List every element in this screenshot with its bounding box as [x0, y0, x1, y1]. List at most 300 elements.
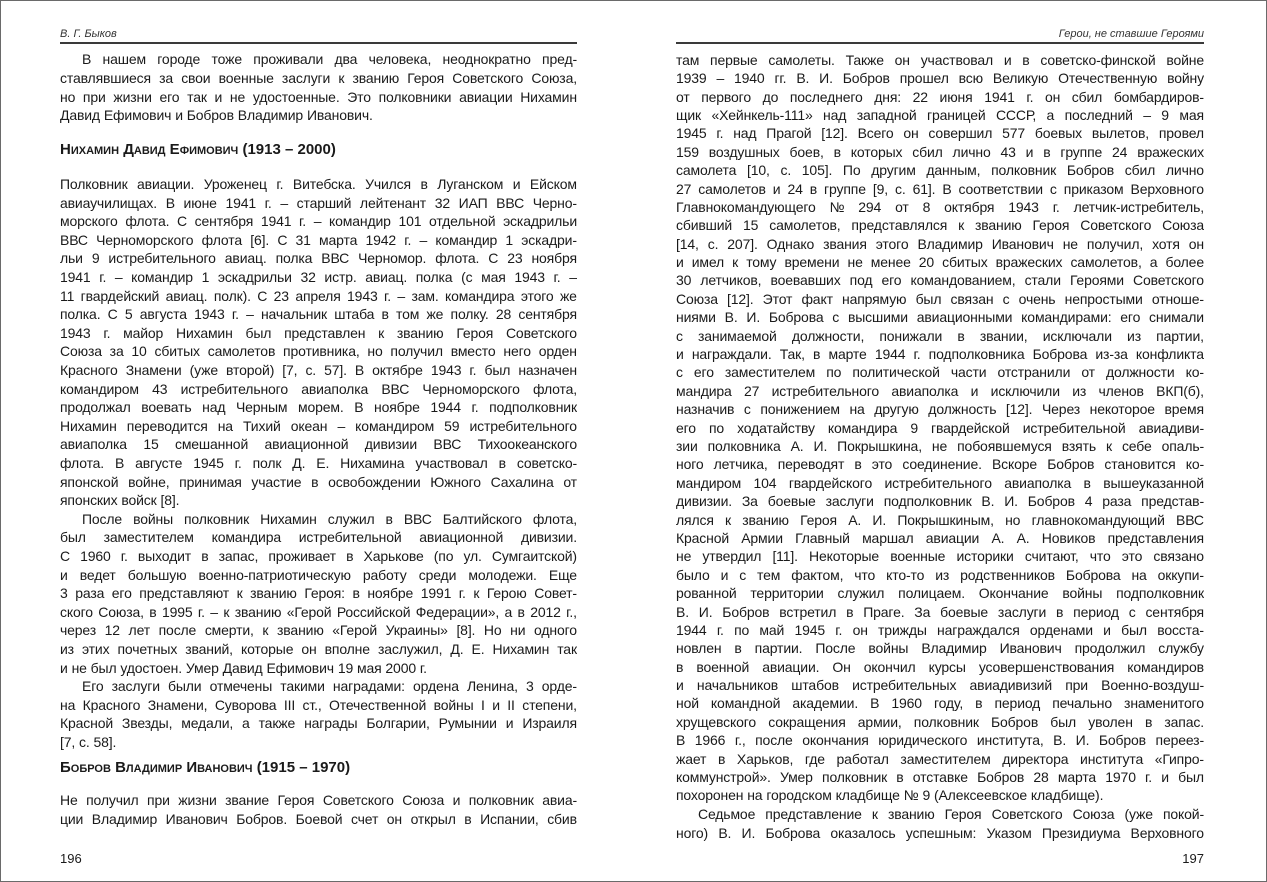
word: был: [90, 659, 117, 676]
word: Нихамин: [260, 510, 317, 527]
word: проживали: [253, 51, 324, 68]
word: получил: [390, 343, 443, 360]
paragraph: [60, 510, 577, 677]
word: авиации.: [762, 658, 820, 675]
word: противника,: [283, 343, 360, 360]
word: городе: [157, 51, 201, 68]
word: более: [1165, 254, 1204, 271]
word: а: [504, 603, 513, 620]
word: званию: [277, 622, 324, 639]
word: где: [804, 750, 825, 767]
word: отдельной: [429, 213, 496, 230]
word: его: [1120, 309, 1141, 326]
word: там: [676, 51, 700, 68]
word: подполковник: [489, 399, 577, 416]
word: гвардейский: [80, 287, 160, 304]
word: на: [1131, 566, 1147, 583]
word: сбитых: [942, 254, 988, 271]
text-line: [60, 249, 577, 268]
word: полковник: [822, 769, 888, 786]
word: Боброва: [1032, 346, 1088, 363]
word: Сахалина: [490, 473, 554, 490]
word: на: [747, 787, 763, 804]
word: флота,: [532, 510, 577, 527]
word: Ленина,: [467, 678, 518, 695]
word: данным,: [926, 162, 981, 179]
word: военные: [218, 69, 274, 86]
paragraph: [60, 175, 577, 510]
text-line: [60, 696, 577, 715]
word: награды: [304, 715, 358, 732]
word: полк: [252, 454, 282, 471]
word: штабов: [791, 677, 839, 694]
word: войны: [433, 696, 474, 713]
word: нашем: [102, 51, 146, 68]
word: полка.: [60, 306, 101, 323]
word: Владимир: [237, 107, 304, 124]
word: Бобров: [991, 713, 1039, 730]
word: подполковник: [883, 493, 972, 510]
word: –: [569, 268, 577, 285]
word: сбивший: [676, 217, 733, 234]
word: Окончание: [978, 585, 1049, 602]
word: свои: [181, 69, 211, 86]
word: должности: [1105, 364, 1175, 381]
word: непростыми: [1064, 290, 1143, 307]
word: рованной: [676, 585, 737, 602]
word: и: [720, 566, 729, 583]
word: него: [503, 343, 531, 360]
text-line: [676, 308, 1204, 326]
word: В: [114, 454, 125, 471]
word: СССР,: [995, 106, 1037, 123]
word: Е.: [316, 454, 330, 471]
word: молодежи.: [468, 566, 537, 583]
word: военные: [890, 548, 946, 565]
word: конфликта: [1135, 346, 1204, 363]
word: званию: [974, 217, 1022, 234]
word: он: [386, 810, 403, 827]
word: в: [420, 176, 428, 192]
word: связано: [1153, 548, 1204, 565]
word: г.: [835, 621, 843, 638]
word: ной: [676, 695, 699, 712]
text-line: [60, 268, 577, 287]
word: его: [693, 364, 714, 381]
text-line: [676, 400, 1204, 418]
word: менее: [870, 254, 911, 271]
word: летчиков,: [700, 272, 762, 289]
word: очень: [1018, 290, 1056, 307]
section-heading: Бобров Владимир Иванович (1915 – 1970): [60, 759, 351, 776]
word: г.: [120, 547, 128, 564]
word: покой-: [1162, 806, 1204, 823]
word: г.: [404, 231, 412, 248]
word: на: [60, 696, 76, 713]
word: [10,: [746, 162, 770, 179]
word: году,: [933, 695, 964, 712]
word: не: [676, 548, 692, 565]
word: г.: [913, 346, 921, 363]
text-line: [676, 382, 1204, 400]
text-line: [60, 528, 577, 547]
text-line: [60, 566, 577, 585]
word: военной: [696, 658, 750, 675]
word: был: [245, 324, 272, 341]
word: жизни: [178, 792, 217, 808]
word: и: [1103, 621, 1111, 638]
word: 24: [1112, 143, 1128, 160]
word: океан: [290, 417, 328, 434]
word: –: [716, 70, 725, 87]
word: А.: [848, 511, 862, 528]
word: А.: [991, 529, 1005, 546]
word: Советского: [322, 792, 394, 808]
word: сбитых: [154, 343, 200, 360]
word: время: [1164, 401, 1204, 418]
word: Черным: [235, 399, 288, 416]
word: к: [473, 585, 480, 602]
word: (с: [461, 268, 473, 285]
word: участвовал: [920, 51, 993, 68]
text-line: [676, 253, 1204, 271]
word: к: [223, 603, 230, 620]
text-line: [60, 287, 577, 306]
word: его: [111, 585, 132, 602]
word: г.,: [734, 732, 746, 749]
word: кто-то: [886, 566, 925, 583]
word: так: [187, 88, 207, 105]
word: командиров: [1127, 658, 1204, 675]
word: Полковник: [60, 176, 128, 192]
text-line: [60, 380, 577, 399]
word: И.: [813, 438, 828, 454]
text-line: [676, 658, 1204, 676]
word: с: [832, 309, 840, 326]
word: Верховного: [1130, 824, 1204, 841]
word: представлялся: [851, 217, 948, 234]
word: ВВС: [60, 231, 88, 248]
word: полка: [275, 250, 313, 267]
text-line: [60, 810, 577, 829]
word: старший: [296, 194, 352, 211]
text-line: [60, 106, 577, 125]
word: 1943: [347, 287, 378, 304]
word: в: [517, 603, 525, 620]
word: ордена: [413, 678, 459, 695]
word: 4: [1084, 493, 1093, 510]
word: В: [942, 180, 952, 197]
word: №: [903, 787, 919, 804]
word: в: [813, 346, 821, 363]
word: 12: [104, 622, 120, 639]
word: мая: [356, 659, 382, 676]
word: с: [676, 364, 683, 381]
word: В.: [796, 70, 810, 87]
word: 1: [201, 268, 210, 285]
word: ставлявшиеся: [60, 69, 151, 86]
word: 9: [922, 787, 931, 804]
word: И.: [746, 309, 761, 326]
word: сентября: [1145, 603, 1204, 620]
word: в: [833, 143, 841, 160]
word: 11: [60, 287, 75, 304]
word: на: [849, 401, 865, 418]
word: успешным:: [905, 824, 977, 841]
word: авиационной: [264, 436, 349, 453]
word: г.: [299, 213, 307, 230]
word: истребительных: [852, 677, 957, 694]
word: Тихоокеанского: [477, 436, 577, 453]
word: За: [914, 603, 931, 620]
word: другим: [871, 162, 916, 179]
word: боевых: [1034, 125, 1083, 142]
word: 15: [743, 217, 759, 234]
word: маршал: [862, 529, 914, 546]
word: г.: [1026, 88, 1034, 105]
word: Нихамин: [176, 324, 233, 341]
word: И.: [741, 824, 756, 841]
text-line: [676, 768, 1204, 786]
text-line: [676, 474, 1204, 492]
word: человека,: [368, 51, 432, 68]
word: не: [71, 659, 87, 676]
word: политической: [852, 364, 940, 381]
word: другую: [874, 401, 919, 418]
word: Умер: [779, 769, 813, 786]
word: 1991: [420, 585, 452, 602]
word: группе: [1060, 143, 1103, 160]
word: среди: [418, 566, 457, 583]
word: последнего: [789, 88, 863, 105]
word: японской: [60, 473, 119, 490]
text-line: [60, 69, 577, 88]
text-line: [60, 603, 577, 622]
word: августе: [135, 454, 183, 471]
word: –: [397, 287, 406, 304]
word: удостоен.: [120, 659, 182, 676]
word: Также: [845, 51, 884, 68]
word: званию: [352, 69, 400, 86]
word: армии,: [857, 713, 902, 730]
word: бомбардиров-: [1113, 88, 1204, 105]
word: к: [732, 254, 739, 271]
word: авиаучилищах.: [60, 194, 158, 211]
word: мая: [1179, 106, 1204, 123]
word: назначен: [518, 361, 577, 378]
word: июне: [183, 194, 217, 211]
word: Это: [347, 88, 371, 105]
section-heading: Нихамин Давид Ефимович (1913 – 2000): [60, 141, 336, 158]
word: «Герой: [332, 622, 378, 639]
word: кладбище).: [1030, 787, 1104, 804]
word: встретил: [779, 603, 837, 620]
word: После: [82, 510, 123, 527]
word: командиром: [355, 417, 435, 434]
text-line: [60, 361, 577, 380]
word: 1945: [794, 621, 826, 638]
word: С: [277, 231, 288, 248]
word: В: [165, 194, 175, 211]
word: С: [488, 250, 499, 267]
word: авиации: [925, 529, 980, 546]
word: 23: [507, 250, 523, 267]
word: Седьмое: [698, 806, 756, 823]
word: дня:: [874, 88, 902, 105]
word: похоронен: [676, 787, 744, 804]
word: 2000: [385, 659, 416, 676]
word: флота,: [532, 380, 577, 397]
word: служил: [327, 510, 375, 527]
word: Главнокомандующего: [676, 198, 816, 215]
word: г.: [103, 324, 111, 341]
word: 27: [744, 382, 760, 399]
word: и: [1003, 51, 1012, 68]
word: Совет-: [534, 585, 577, 602]
word: с.: [780, 162, 792, 179]
word: ни: [510, 622, 526, 639]
word: с: [739, 566, 747, 583]
word: [8].: [160, 492, 180, 509]
word: 43: [1000, 143, 1016, 160]
word: вражеских: [1137, 143, 1204, 160]
word: себе: [1121, 438, 1152, 454]
word: представления: [1107, 529, 1204, 546]
word: заслуги: [997, 603, 1047, 620]
word: Витебска.: [292, 176, 356, 192]
word: Героя: [407, 69, 445, 86]
word: авиадиви-: [1138, 419, 1204, 436]
word: И.: [1004, 493, 1018, 510]
word: и: [505, 715, 514, 732]
word: В: [82, 51, 92, 68]
word: А.: [1016, 529, 1030, 546]
text-line: [676, 143, 1204, 161]
word: над: [202, 399, 226, 416]
word: хрущевского: [676, 713, 757, 730]
word: 22: [912, 88, 928, 105]
word: Советского: [505, 324, 577, 341]
word: [7,: [282, 361, 298, 378]
word: получил: [86, 792, 139, 808]
word: в: [975, 695, 983, 712]
word: Не: [60, 792, 78, 808]
word: некоторое: [1089, 401, 1155, 418]
text-line: [60, 473, 577, 492]
word: выходит: [137, 547, 192, 564]
word: званию: [396, 324, 444, 341]
word: (Алексеевское: [933, 787, 1027, 804]
word: 3: [526, 678, 534, 695]
word: мандира: [676, 382, 732, 399]
word: авиаполка: [301, 380, 369, 397]
word: дивизии.: [520, 529, 577, 546]
word: участие: [251, 473, 302, 490]
text-line: [676, 584, 1204, 602]
word: института,: [976, 732, 1044, 749]
word: ции: [60, 810, 84, 827]
word: лично: [952, 143, 991, 160]
word: полку.: [450, 306, 489, 323]
word: авиационной: [419, 529, 504, 546]
word: Израиля: [522, 715, 577, 732]
word: –: [419, 231, 428, 248]
word: вместо: [450, 343, 496, 360]
text-line: [676, 327, 1204, 345]
word: командирами:: [1021, 309, 1112, 326]
word: флота: [201, 231, 242, 248]
word: 1940: [734, 70, 765, 87]
word: 1943: [194, 306, 225, 323]
word: степени,: [522, 696, 577, 713]
word: апреля: [295, 287, 341, 304]
word: Д.: [450, 640, 464, 657]
word: 1945: [676, 125, 707, 142]
word: Нихамин: [60, 417, 117, 434]
word: советско-финской: [1040, 51, 1156, 68]
word: 1944: [430, 399, 461, 416]
word: штаба: [334, 306, 375, 323]
word: Военно-воздуш-: [1101, 677, 1204, 694]
word: стали: [1024, 272, 1061, 289]
word: а: [1149, 254, 1158, 271]
word: Балтийского: [442, 510, 522, 527]
word: трижды: [878, 621, 927, 638]
text-line: [676, 106, 1204, 124]
word: Указом: [986, 824, 1032, 841]
word: коммунстрой».: [676, 769, 771, 786]
word: истр.: [324, 268, 357, 285]
word: родственников: [960, 566, 1055, 583]
text-line: [676, 750, 1204, 768]
word: японских: [60, 492, 118, 509]
word: Этот: [762, 290, 793, 307]
word: такими: [280, 678, 325, 695]
text-line: [676, 271, 1204, 289]
word: с: [1128, 603, 1136, 620]
word: и: [214, 88, 223, 105]
word: к: [378, 324, 385, 341]
word: в: [381, 306, 389, 323]
word: 1941: [260, 213, 292, 230]
word: в: [957, 327, 965, 344]
word: Советского: [452, 69, 524, 86]
word: в: [498, 454, 506, 471]
word: над: [733, 125, 757, 142]
word: усовершенствования: [978, 658, 1115, 675]
word: 20: [918, 254, 935, 271]
word: института: [1080, 750, 1144, 767]
word: в: [201, 547, 209, 564]
word: ного: [676, 456, 704, 473]
text-line: [60, 677, 577, 696]
word: Давид: [222, 659, 263, 676]
word: Звезды,: [121, 715, 173, 732]
word: г.: [716, 621, 724, 638]
word: Красного: [60, 361, 118, 378]
word: понижением: [760, 401, 840, 418]
word: ул.: [463, 547, 482, 564]
word: переводят: [777, 456, 845, 473]
word: Д.: [292, 454, 306, 471]
word: дивизии.: [676, 493, 732, 510]
text-line: [676, 676, 1204, 694]
text-line: [60, 640, 577, 659]
word: он: [301, 640, 317, 657]
word: границей: [927, 106, 986, 123]
word: вполне: [324, 640, 370, 657]
word: 207].: [727, 235, 758, 252]
